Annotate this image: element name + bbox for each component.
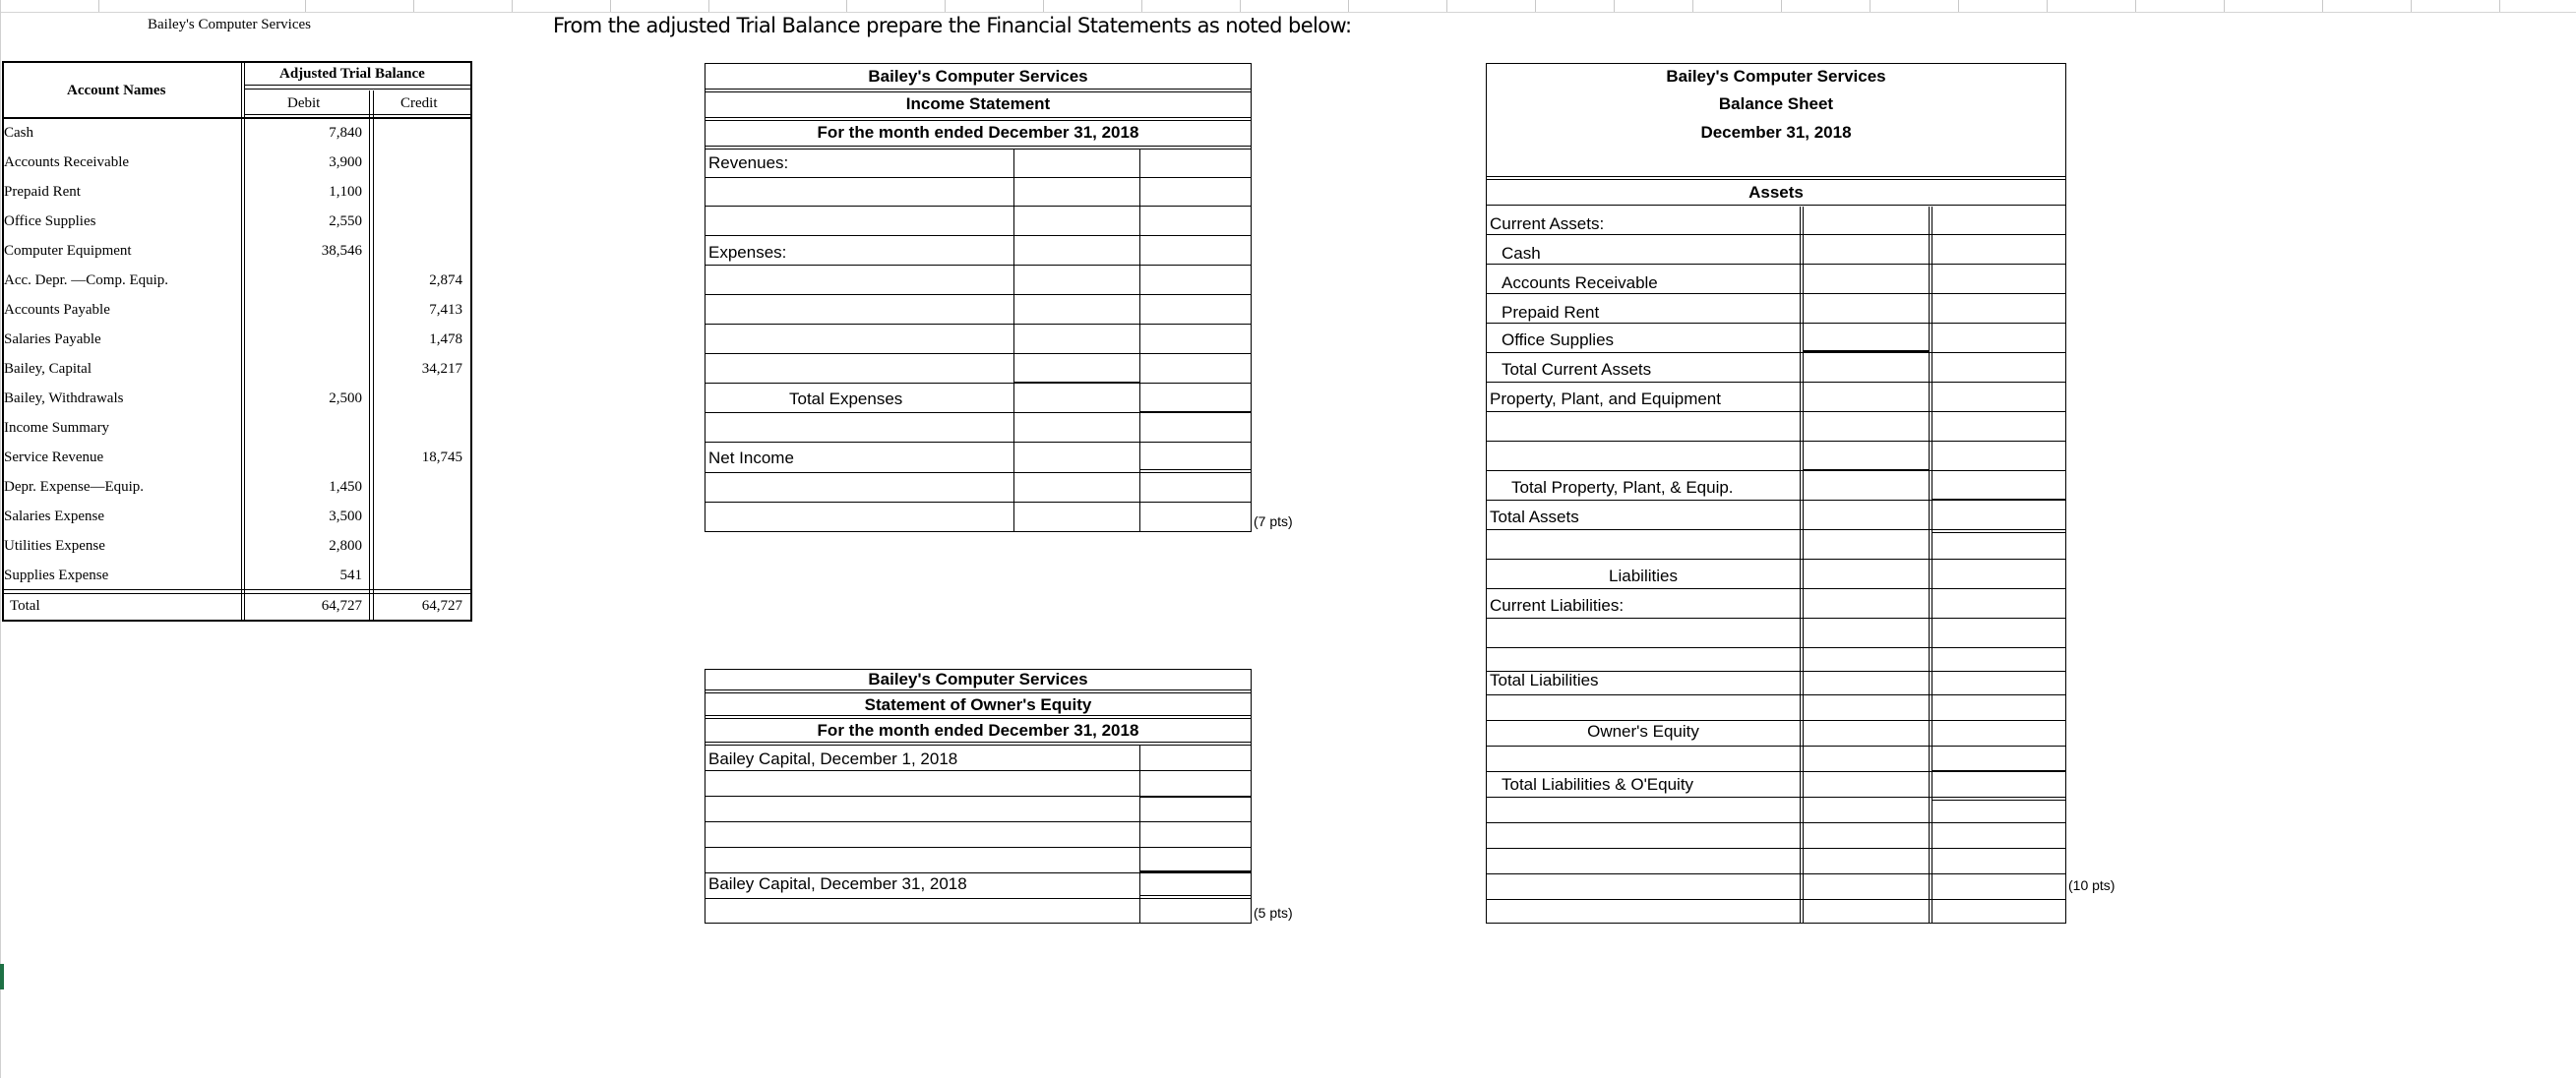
table-row: Accounts Receivable 3,900: [4, 154, 362, 170]
total-row: Total 64,727 64,727: [10, 598, 462, 614]
table-row: Supplies Expense 541: [4, 568, 362, 583]
opening-capital-label: Bailey Capital, December 1, 2018: [708, 749, 958, 768]
balance-sheet: [1486, 63, 2066, 924]
table-row: Depr. Expense—Equip. 1,450: [4, 479, 362, 495]
bs-company: Bailey's Computer Services: [1666, 67, 1886, 86]
oe-period: For the month ended December 31, 2018: [817, 721, 1139, 740]
table-row: Prepaid Rent 1,100: [4, 184, 362, 200]
revenues-label: Revenues:: [708, 153, 789, 172]
liabilities-header: Liabilities: [1609, 567, 1678, 585]
ar-label: Accounts Receivable: [1502, 273, 1658, 292]
prepaid-rent-label: Prepaid Rent: [1502, 303, 1600, 322]
current-assets-label: Current Assets:: [1490, 214, 1605, 233]
table-row: Utilities Expense 2,800: [4, 538, 362, 554]
table-row: Acc. Depr. —Comp. Equip. 2,874: [4, 272, 462, 288]
office-supplies-label: Office Supplies: [1502, 330, 1615, 349]
instruction-text: From the adjusted Trial Balance prepare the Financial Statements as noted below:: [553, 14, 1352, 37]
credit-header: Credit: [400, 95, 438, 111]
is-period: For the month ended December 31, 2018: [817, 123, 1139, 142]
company-header: Bailey's Computer Services: [148, 17, 312, 32]
oe-company: Bailey's Computer Services: [868, 670, 1088, 689]
table-row: Office Supplies 2,550: [4, 213, 362, 229]
table-row: Income Summary: [4, 420, 110, 436]
income-statement: [705, 63, 1252, 532]
account-names-header: Account Names: [67, 83, 166, 98]
adjusted-tb-header: Adjusted Trial Balance: [279, 66, 425, 82]
table-row: Accounts Payable 7,413: [4, 302, 462, 318]
bs-title: Balance Sheet: [1718, 94, 1834, 113]
trial-balance: [2, 61, 472, 622]
bs-points: (10 pts): [2068, 877, 2116, 893]
bs-date: December 31, 2018: [1700, 123, 1852, 142]
ppe-label: Property, Plant, and Equipment: [1490, 389, 1721, 408]
table-row: Computer Equipment 38,546: [4, 243, 362, 259]
total-ppe-label: Total Property, Plant, & Equip.: [1511, 478, 1734, 497]
owners-equity-header: Owner's Equity: [1587, 722, 1699, 741]
table-row: Service Revenue 18,745: [4, 449, 462, 465]
owners-equity-statement: [705, 669, 1252, 924]
total-assets-label: Total Assets: [1490, 508, 1579, 526]
table-row: Cash 7,840: [4, 125, 362, 141]
is-title: Income Statement: [905, 94, 1051, 113]
table-row: Salaries Payable 1,478: [4, 331, 462, 347]
sheet-left-edge: [0, 0, 1, 1078]
closing-capital-label: Bailey Capital, December 31, 2018: [708, 874, 967, 893]
table-row: Bailey, Withdrawals 2,500: [4, 390, 362, 406]
oe-points: (5 pts): [1254, 905, 1293, 921]
table-row: Bailey, Capital 34,217: [4, 361, 462, 377]
is-company: Bailey's Computer Services: [868, 67, 1088, 86]
debit-header: Debit: [287, 95, 321, 111]
expenses-label: Expenses:: [708, 243, 787, 262]
current-liabilities-label: Current Liabilities:: [1490, 596, 1625, 615]
total-liab-oe-label: Total Liabilities & O'Equity: [1502, 775, 1694, 794]
cash-label: Cash: [1502, 244, 1541, 263]
assets-header: Assets: [1748, 183, 1804, 202]
oe-title: Statement of Owner's Equity: [864, 695, 1092, 714]
table-row: Salaries Expense 3,500: [4, 509, 362, 524]
total-expenses-label: Total Expenses: [789, 389, 903, 408]
selection-indicator: [0, 964, 4, 989]
total-current-assets-label: Total Current Assets: [1502, 360, 1652, 379]
net-income-label: Net Income: [708, 449, 794, 467]
is-points: (7 pts): [1254, 513, 1293, 529]
total-liabilities-label: Total Liabilities: [1490, 671, 1599, 689]
column-header-strip: [0, 0, 2576, 13]
